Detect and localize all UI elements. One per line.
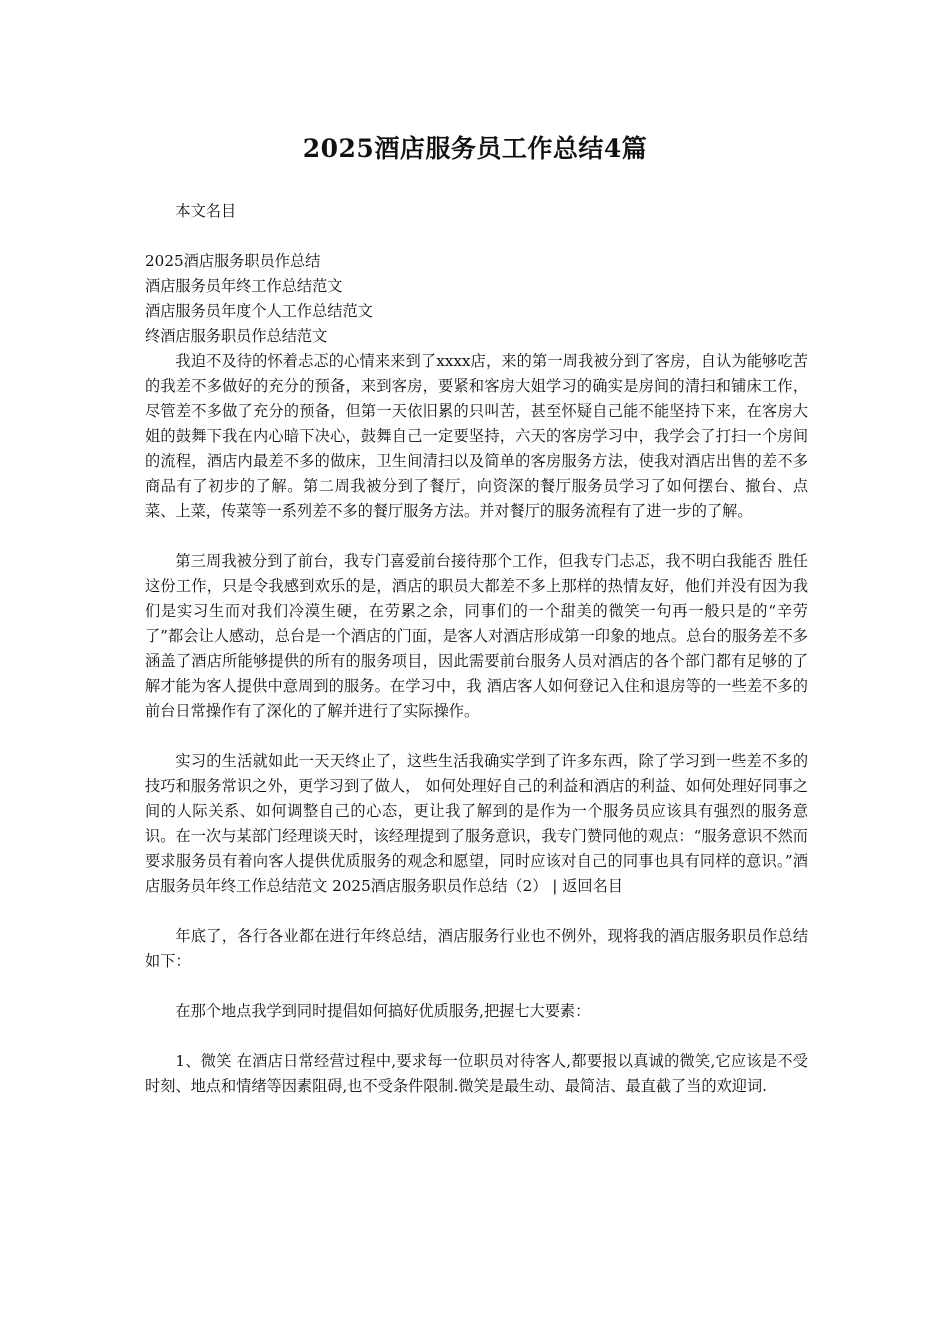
toc-item: 酒店服务员年终工作总结范文	[145, 277, 343, 295]
body-paragraph: 第三周我被分到了前台，我专门喜爱前台接待那个工作，但我专门忐忑，我不明白我能否 胜任这份工作，只是令我感到欢乐的是，酒店的职员大都差不多上那样的热情友好，他们并没有因为我们是实习生而对我们冷漠生硬，在劳累之余，同事们的一个甜美的微笑一句再一般只是的“辛劳了”都会让人感动，总台是一个酒店的门面，是客人对酒店形成第一印象的地点。总台的服务差不多涵盖了酒店所能够提供的所有的服务项目，因此需要前台服务人员对酒店的各个部门都有足够的了解才能为客人提供中意周到的服务。在学习中，我 酒店客人如何登记入住和退房等的一些差不多的前台日常操作有了深化的了解并进行了实际操作。	[145, 552, 808, 720]
body-paragraph: 在那个地点我学到同时提倡如何搞好优质服务,把握七大要素：	[175, 1002, 591, 1020]
document-body	[145, 199, 808, 1099]
toc-item: 酒店服务员年度个人工作总结范文	[145, 302, 373, 320]
toc-item: 终酒店服务职员作总结范文	[145, 327, 328, 345]
body-paragraph: 年底了，各行各业都在进行年终总结，酒店服务行业也不例外，现将我的酒店服务职员作总结如下：	[145, 927, 808, 970]
body-paragraph: 实习的生活就如此一天天终止了，这些生活我确实学到了许多东西，除了学习到一些差不多的技巧和服务常识之外，更学习到了做人， 如何处理好自己的利益和酒店的利益、如何处理好同事之间的人际关系、如何调整自己的心态，更让我了解到的是作为一个服务员应该具有强烈的服务意识。在一次与某部门经理谈天时，该经理提到了服务意识，我专门赞同他的观点：“服务意识不然而要求服务员有着向客人提供优质服务的观念和愿望，同时应该对自己的同事也具有同样的意识。”酒店服务员年终工作总结范文 2025酒店服务职员作总结（2） | 返回名目	[145, 752, 808, 895]
document-title: 2025酒店服务员工作总结4篇	[302, 134, 648, 163]
toc-item: 2025酒店服务职员作总结	[145, 252, 321, 270]
body-paragraph: 1、微笑 在酒店日常经营过程中,要求每一位职员对待客人,都要报以真诚的微笑,它应该是不受时刻、地点和情绪等因素阻碍,也不受条件限制.微笑是最生动、最简洁、最直截了当的欢迎词.	[145, 1052, 808, 1095]
toc-heading: 本文名目	[175, 202, 237, 220]
body-paragraph: 我迫不及待的怀着忐忑的心情来来到了xxxx店，来的第一周我被分到了客房，自认为能够吃苦的我差不多做好的充分的预备，来到客房，要紧和客房大姐学习的确实是房间的清扫和铺床工作，尽管差不多做了充分的预备，但第一天依旧累的只叫苦，甚至怀疑自己能不能坚持下来，在客房大姐的鼓舞下我在内心暗下决心，鼓舞自己一定要坚持，六天的客房学习中，我学会了打扫一个房间的流程，酒店内最差不多的做床，卫生间清扫以及简单的客房服务方法，使我对酒店出售的差不多商品有了初步的了解。第二周我被分到了餐厅，向资深的餐厅服务员学习了如何摆台、撤台、点菜、上菜，传菜等一系列差不多的餐厅服务方法。并对餐厅的服务流程有了进一步的了解。	[145, 352, 808, 520]
